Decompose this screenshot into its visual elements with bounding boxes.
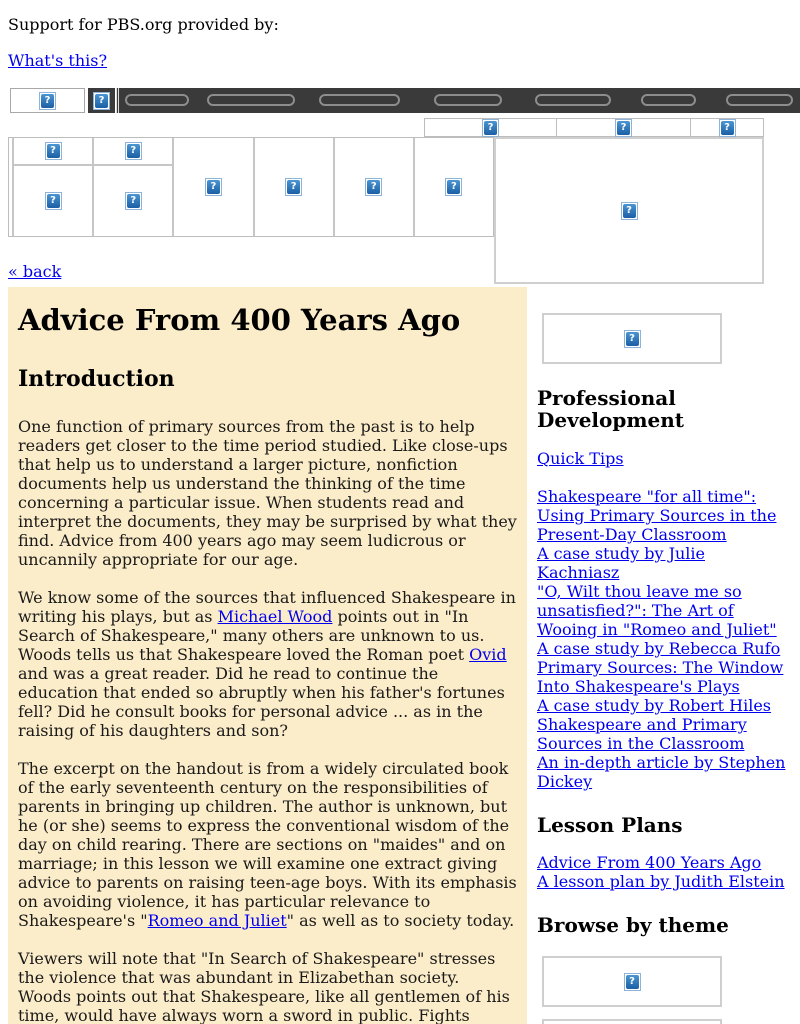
paragraph-3 [18, 759, 517, 930]
paragraph-text: The excerpt on the handout is from a widely circulated book of the early seventeenth century on the responsibilities of parents in bringing up children. The author is unknown, but he (or she) seems to express the conventional wisdom of the day on child rearing. There are sections on "maides" and on marriage; in this lesson we will examine one extract giving advice to parents on raising teen-age boys. With its emphasis on avoiding violence, it has particular relevance to Shakespeare's " [18, 759, 517, 930]
broken-image-icon [482, 119, 499, 137]
ovid-link[interactable]: Ovid [469, 645, 507, 664]
paragraph-text: " as well as to society today. [286, 911, 515, 930]
pd-links [537, 487, 789, 791]
theme-box-1[interactable] [542, 956, 722, 1007]
lesson-plan-title[interactable]: Advice From 400 Years Ago [537, 853, 762, 872]
top-navbar [0, 88, 800, 113]
broken-image-icon [39, 92, 56, 110]
nav-button-1[interactable] [125, 94, 189, 106]
logo-box[interactable] [10, 88, 85, 113]
michael-wood-link[interactable]: Michael Wood [217, 607, 333, 626]
page-title: Advice From 400 Years Ago [18, 303, 461, 337]
paragraph-4: Viewers will note that "In Search of Shakespeare" stresses the violence that was abundant in Elizabethan society. Woods points out that Shakespeare, like all gentlemen of his time, would have always worn a sword in public. Fights [18, 949, 510, 1024]
table-cell[interactable] [94, 138, 172, 166]
broken-image-icon [125, 142, 142, 160]
sidebar [537, 287, 789, 1024]
broken-image-icon [621, 202, 638, 220]
broken-image-icon [624, 330, 641, 348]
intro-heading: Introduction [18, 366, 175, 392]
table-cell[interactable] [255, 138, 335, 236]
promo-image-box [494, 137, 764, 284]
paragraph-text: points out in "In Search of Shakespeare," many others are unknown to us. Woods tells us that Shakespeare loved the Roman poet [18, 607, 485, 664]
lesson-plan-links [537, 853, 789, 891]
nav-button-5[interactable] [535, 94, 611, 106]
support-text: Support for PBS.org provided by: [8, 15, 279, 34]
header-tab-2[interactable] [556, 118, 691, 137]
broken-image-icon [719, 119, 736, 137]
broken-image-icon [205, 178, 222, 196]
nav-button-2[interactable] [207, 94, 295, 106]
table-cell[interactable] [415, 138, 493, 236]
broken-image-icon [615, 119, 632, 137]
pd-item-title[interactable]: Shakespeare and Primary Sources in the Classroom [537, 715, 747, 753]
sidebar-image-box [542, 313, 722, 364]
nav-icon-box[interactable] [88, 88, 115, 113]
table-col-2 [94, 138, 174, 236]
broken-image-icon [624, 973, 641, 991]
paragraph-1: One function of primary sources from the past is to help readers get closer to the time period studied. Like close-ups that help us to understand a larger picture, nonfiction documents help us understand the thinking of the time concerning a particular issue. When students read and interpret the documents, they may be surprised by what they find. Advice from 400 years ago may seem ludicrous or uncannily appropriate for our age. [18, 417, 517, 569]
broken-image-icon [445, 178, 462, 196]
nav-button-6[interactable] [641, 94, 696, 106]
broken-image-icon [365, 178, 382, 196]
pd-item-title[interactable]: Shakespeare "for all time": Using Primary Sources in the Present-Day Classroom [537, 487, 777, 544]
lesson-plans-heading: Lesson Plans [537, 813, 683, 837]
table-cell[interactable] [94, 166, 172, 236]
broken-image-icon [45, 192, 62, 210]
broken-image-icon [45, 142, 62, 160]
broken-image-icon [93, 92, 110, 110]
pd-item-byline[interactable]: An in-depth article by Stephen Dickey [537, 753, 786, 791]
paragraph-text: and was a great reader. Did he read to continue the education that ended so abruptly when his father's fortunes fell? Did he consult books for personal advice ... as in the raising of his daughters and son? [18, 664, 505, 740]
table-cell[interactable] [14, 138, 92, 166]
thumbnail-table [8, 137, 494, 237]
paragraph-text: We know some of the sources that influenced Shakespeare in writing his plays, but as [18, 588, 516, 626]
nav-button-3[interactable] [319, 94, 400, 106]
quick-tips-link[interactable]: Quick Tips [537, 449, 624, 468]
article [8, 287, 527, 1024]
broken-image-icon [125, 192, 142, 210]
header-tab-1[interactable] [424, 118, 557, 137]
pd-item-byline[interactable]: A case study by Julie Kachniasz [537, 544, 706, 582]
lesson-plan-byline[interactable]: A lesson plan by Judith Elstein [537, 872, 785, 891]
browse-theme-heading: Browse by theme [537, 913, 729, 937]
theme-box-2[interactable] [542, 1019, 722, 1024]
back-link[interactable]: « back [8, 262, 62, 281]
table-cell[interactable] [174, 138, 254, 236]
table-col-1 [14, 138, 94, 236]
table-cell[interactable] [14, 166, 92, 236]
whats-this-link[interactable]: What's this? [8, 51, 108, 70]
broken-image-icon [285, 178, 302, 196]
header-tab-3[interactable] [690, 118, 764, 137]
nav-button-7[interactable] [726, 94, 793, 106]
pd-item-byline[interactable]: A case study by Robert Hiles [537, 696, 772, 715]
pd-item-byline[interactable]: A case study by Rebecca Rufo [537, 639, 781, 658]
paragraph-2 [18, 588, 517, 740]
nav-button-bar [119, 88, 800, 113]
nav-button-4[interactable] [434, 94, 502, 106]
table-cell[interactable] [335, 138, 415, 236]
pd-item-title[interactable]: Primary Sources: The Window Into Shakespeare's Plays [537, 658, 784, 696]
romeo-juliet-link[interactable]: Romeo and Juliet [147, 911, 287, 930]
professional-development-heading: Professional Development [537, 386, 685, 432]
pd-item-title[interactable]: "O, Wilt thou leave me so unsatisfied?": The Art of Wooing in "Romeo and Juliet" [537, 582, 777, 639]
